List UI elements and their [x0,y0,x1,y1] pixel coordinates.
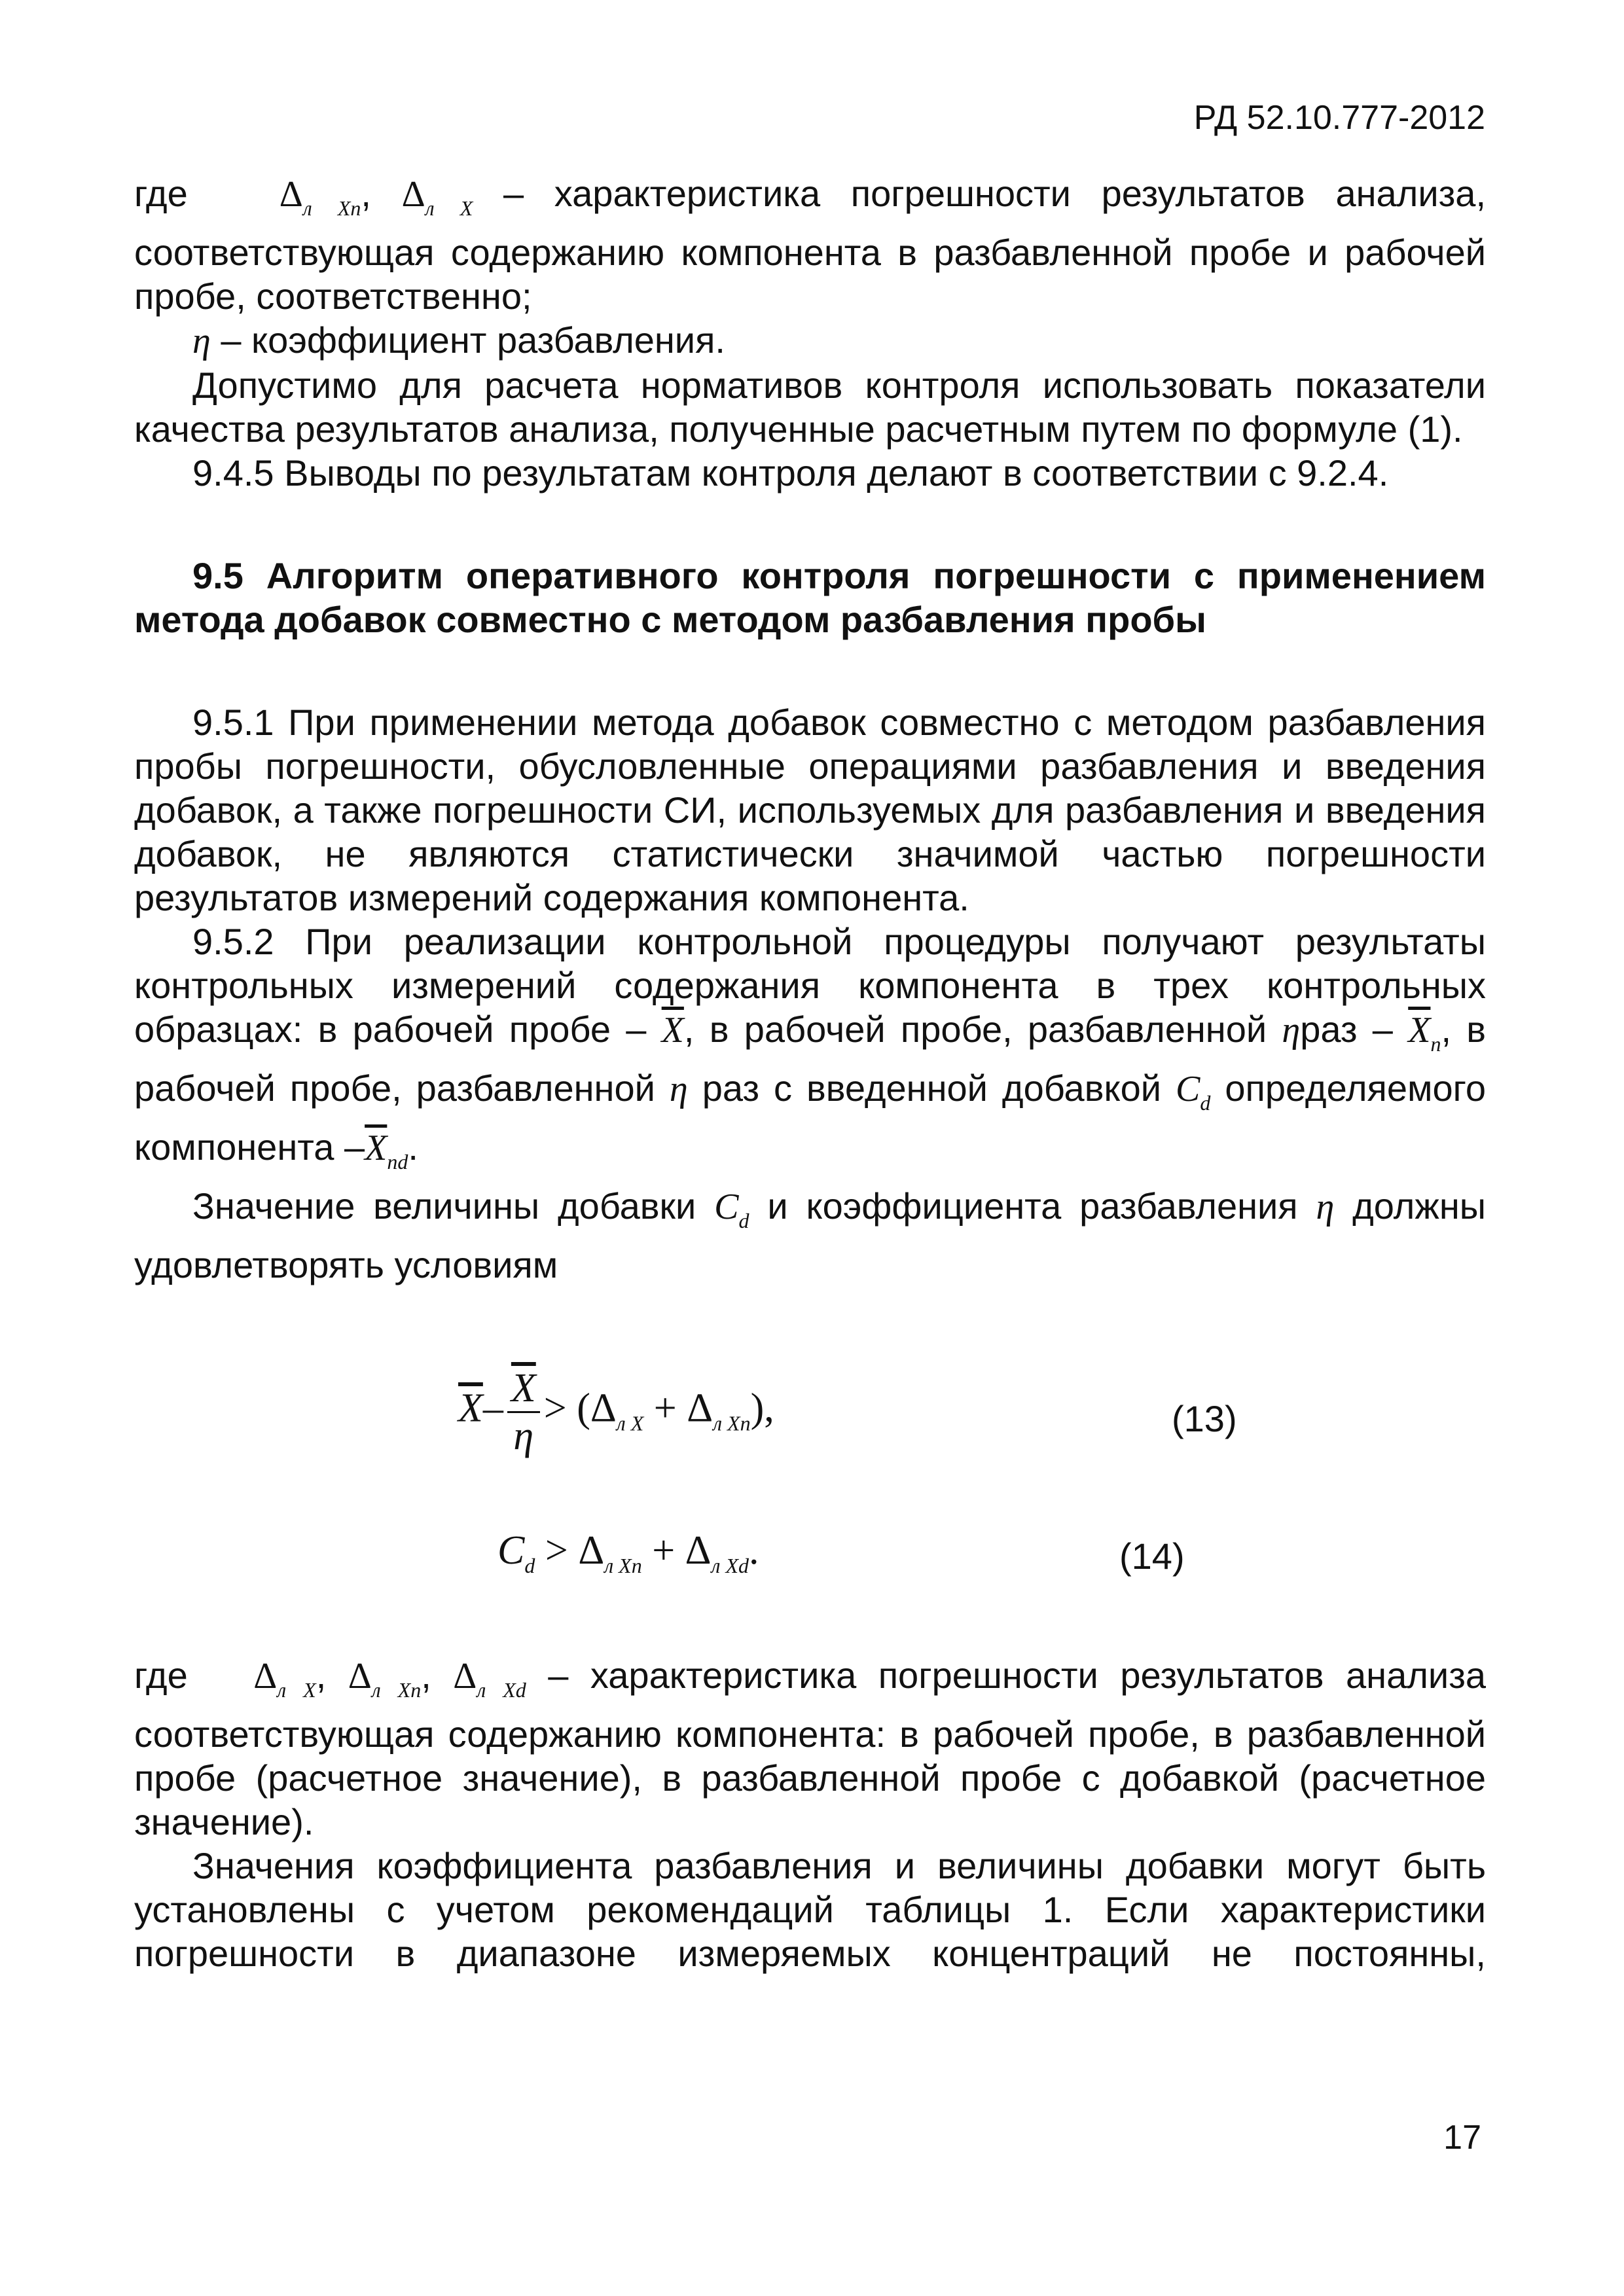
formula-13: $\overline{X}-$ $\frac{\overline{X}}{\eta}$ > $(\Delta_{л X} + \Delta_{л Xn})$, (13) [458,1366,1237,1458]
para-9-4-5: 9.4.5 Выводы по результатам контроля делают в соответствии с 9.2.4. [192,452,1389,493]
cd-symbol: C [1176,1069,1200,1109]
delta-symbol: Δ [401,174,425,215]
x-nd-symbol: $\overline{X}$ [365,1128,388,1168]
document-code: РД 52.10.777-2012 [1193,99,1485,137]
page-body [134,171,1486,1975]
eta-symbol: η [192,321,211,361]
section-heading-9-5: 9.5 Алгоритм оперативного контроля погрешности с применением метода добавок совместно с методом разбавления пробы [134,555,1486,640]
para-where-2: где $\Delta_{л X}$, $\Delta_{л Xn}$, $\Delta_{л Xd}$ – характеристика погрешности результатов анализа соответствующая содержанию компонента: в рабочей пробе, в разбавленной пробе (расчетное значение), в разбавленной пробе с добавкой (расчетное значение). [134,1655,1487,1842]
para-eta: η – коэффициент разбавления. [192,319,725,361]
subscript: л X [425,196,473,220]
delta-symbol: Δ [279,174,303,215]
formula-number-14: (14) [1119,1535,1185,1577]
para-where-1: где $\Delta_{л Xn}$, $\Delta_{л X}$ – характеристика погрешности результатов анализа, соответствующая содержанию компонента в разбавленной пробе и рабочей пробе, соответственно; [134,173,1487,317]
eta-symbol: η [1282,1010,1301,1050]
formula-number-13: (13) [1172,1398,1237,1439]
page-number: 17 [1443,2119,1481,2157]
subscript: л Xn [302,196,361,220]
eta-symbol: η [669,1069,688,1109]
para-last: Значения коэффициента разбавления и величины добавки могут быть установлены с учетом рекомендаций таблицы 1. Если характеристики погрешности в диапазоне измеряемых концентраций не постоянны, [134,1845,1486,1974]
para-conditions: Значение величины добавки $C_d$ и коэффициента разбавления η должны удовлетворять условиям [134,1185,1486,1285]
para-9-5-1: 9.5.1 При применении метода добавок совместно с методом разбавления пробы погрешности, обусловленные операциями разбавления и введения добавок, а также погрешности СИ, используемых для разбавления и введения добавок, не являются статистически значимой частью погрешности результатов измерений содержания компонента. [134,702,1486,918]
x-n-symbol: $\overline{X}$ [1408,1010,1431,1050]
formula-14: $C_d > \Delta_{л Xn} + \Delta_{л Xd}$. (14) [497,1528,1185,1577]
x-mean-symbol: $\overline{X}$ [661,1010,684,1050]
para-permissible: Допустимо для расчета нормативов контроля использовать показатели качества результатов анализа, полученные расчетным путем по формуле (1). [134,365,1486,450]
para-9-5-2: 9.5.2 При реализации контрольной процедуры получают результаты контрольных измерений содержания компонента в трех контрольных образцах: в рабочей пробе – $\overline{X}$, в рабочей пробе, разбавленной ηраз – $\overline{X}_n$, в рабочей пробе, разбавленной η раз с введенной добавкой $C_d$ определяемого компонента $-\overline{X}_{nd}$. [134,921,1487,1174]
